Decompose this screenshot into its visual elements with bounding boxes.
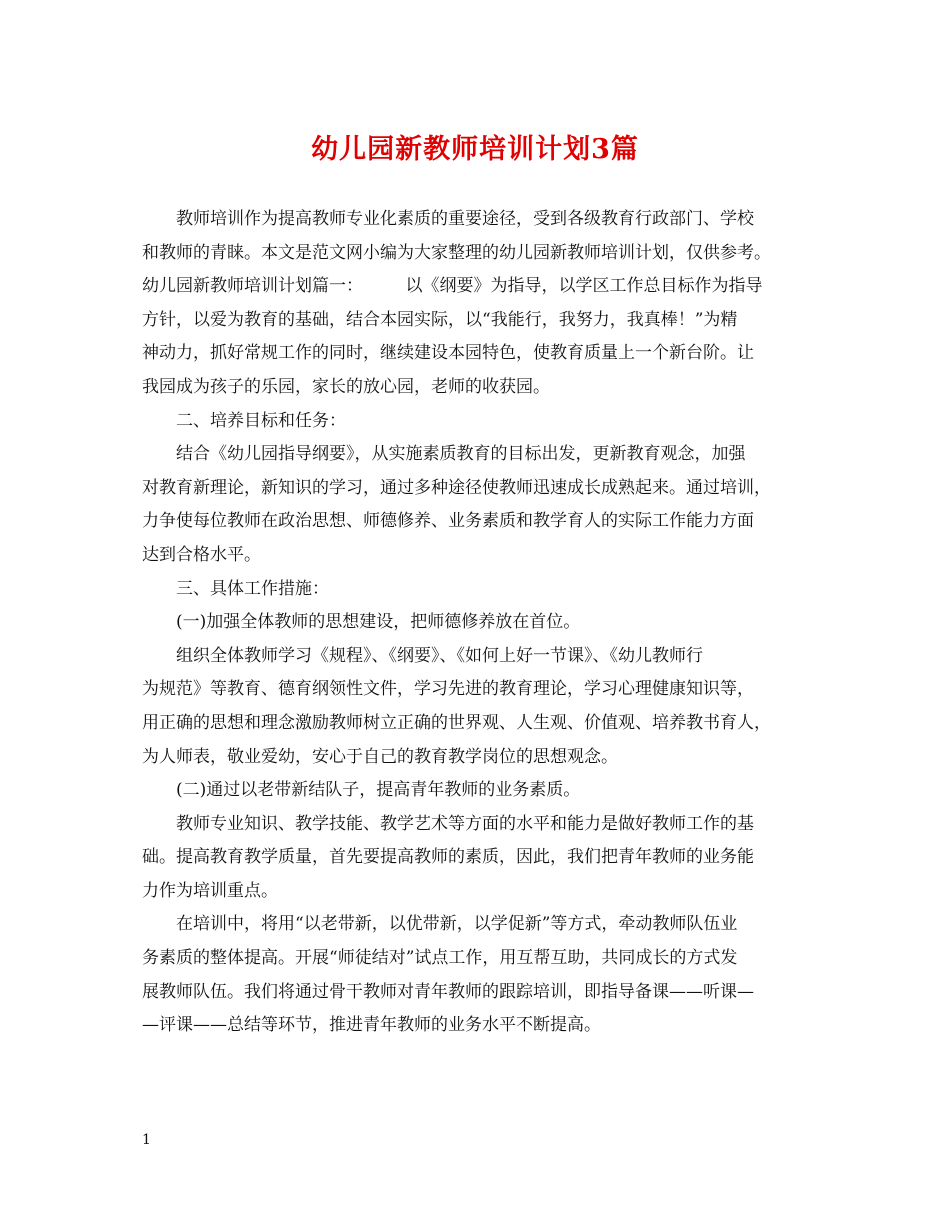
paragraph-line: 教师专业知识、教学技能、教学艺术等方面的水平和能力是做好教师工作的基 (176, 813, 754, 834)
paragraph-line: 力争使每位教师在政治思想、师德修养、业务素质和教学育人的实际工作能力方面 (142, 511, 754, 532)
paragraph-line: 为人师表，敬业爱幼，安心于自己的教育教学岗位的思想观念。 (142, 746, 618, 767)
paragraph-line: 幼儿园新教师培训计划篇一： 以《纲要》为指导，以学区工作总目标作为指导 (142, 276, 763, 297)
section-heading: 二、培养目标和任务： (176, 410, 346, 431)
paragraph-line: 我园成为孩子的乐园，家长的放心园，老师的收获园。 (142, 376, 550, 397)
subsection-heading: (一)加强全体教师的思想建设，把师德修养放在首位。 (176, 612, 581, 633)
paragraph-line: 组织全体教师学习《规程》、《纲要》、《如何上好一节课》、《幼儿教师行 (176, 645, 703, 666)
paragraph-line: 方针，以爱为教育的基础，结合本园实际，以“我能行，我努力，我真棒！”为精 (142, 309, 738, 330)
document-body (142, 203, 822, 1043)
paragraph-line: 力作为培训重点。 (142, 880, 278, 901)
paragraph-line: 教师培训作为提高教师专业化素质的重要途径，受到各级教育行政部门、学校 (176, 209, 754, 229)
paragraph-line: 和教师的青睐。本文是范文网小编为大家整理的幼儿园新教师培训计划，仅供参考。 (142, 242, 771, 263)
paragraph-line: 础。提高教育教学质量，首先要提高教师的素质，因此，我们把青年教师的业务能 (142, 847, 754, 868)
paragraph-line: 用正确的思想和理念激励教师树立正确的世界观、人生观、价值观、培养教书育人， (142, 712, 771, 733)
document-title: 幼儿园新教师培训计划3篇 (311, 134, 639, 165)
paragraph-line: 结合《幼儿园指导纲要》，从实施素质教育的目标出发，更新教育观念，加强 (176, 444, 746, 465)
subsection-heading: (二)通过以老带新结队子，提高青年教师的业务素质。 (176, 780, 581, 801)
paragraph-line: 务素质的整体提高。开展“师徒结对”试点工作，用互帮互助，共同成长的方式发 (142, 948, 738, 969)
paragraph-line: 对教育新理论，新知识的学习，通过多种途径使教师迅速成长成熟起来。通过培训， (142, 477, 771, 498)
paragraph-line: 达到合格水平。 (142, 544, 261, 565)
paragraph-line: —评课——总结等环节，推进青年教师的业务水平不断提高。 (142, 1015, 601, 1036)
paragraph-line: 神动力，抓好常规工作的同时，继续建设本园特色，使教育质量上一个新台阶。让 (142, 343, 754, 364)
paragraph-line: 为规范》等教育、德育纲领性文件，学习先进的教育理论，学习心理健康知识等， (142, 679, 754, 700)
paragraph-line: 展教师队伍。我们将通过骨干教师对青年教师的跟踪培训，即指导备课——听课— (142, 981, 754, 1002)
section-heading: 三、具体工作措施： (176, 578, 329, 599)
paragraph-line: 在培训中，将用“以老带新，以优带新，以学促新”等方式，牵动教师队伍业 (176, 914, 738, 935)
page-number: 1 (142, 1132, 151, 1148)
